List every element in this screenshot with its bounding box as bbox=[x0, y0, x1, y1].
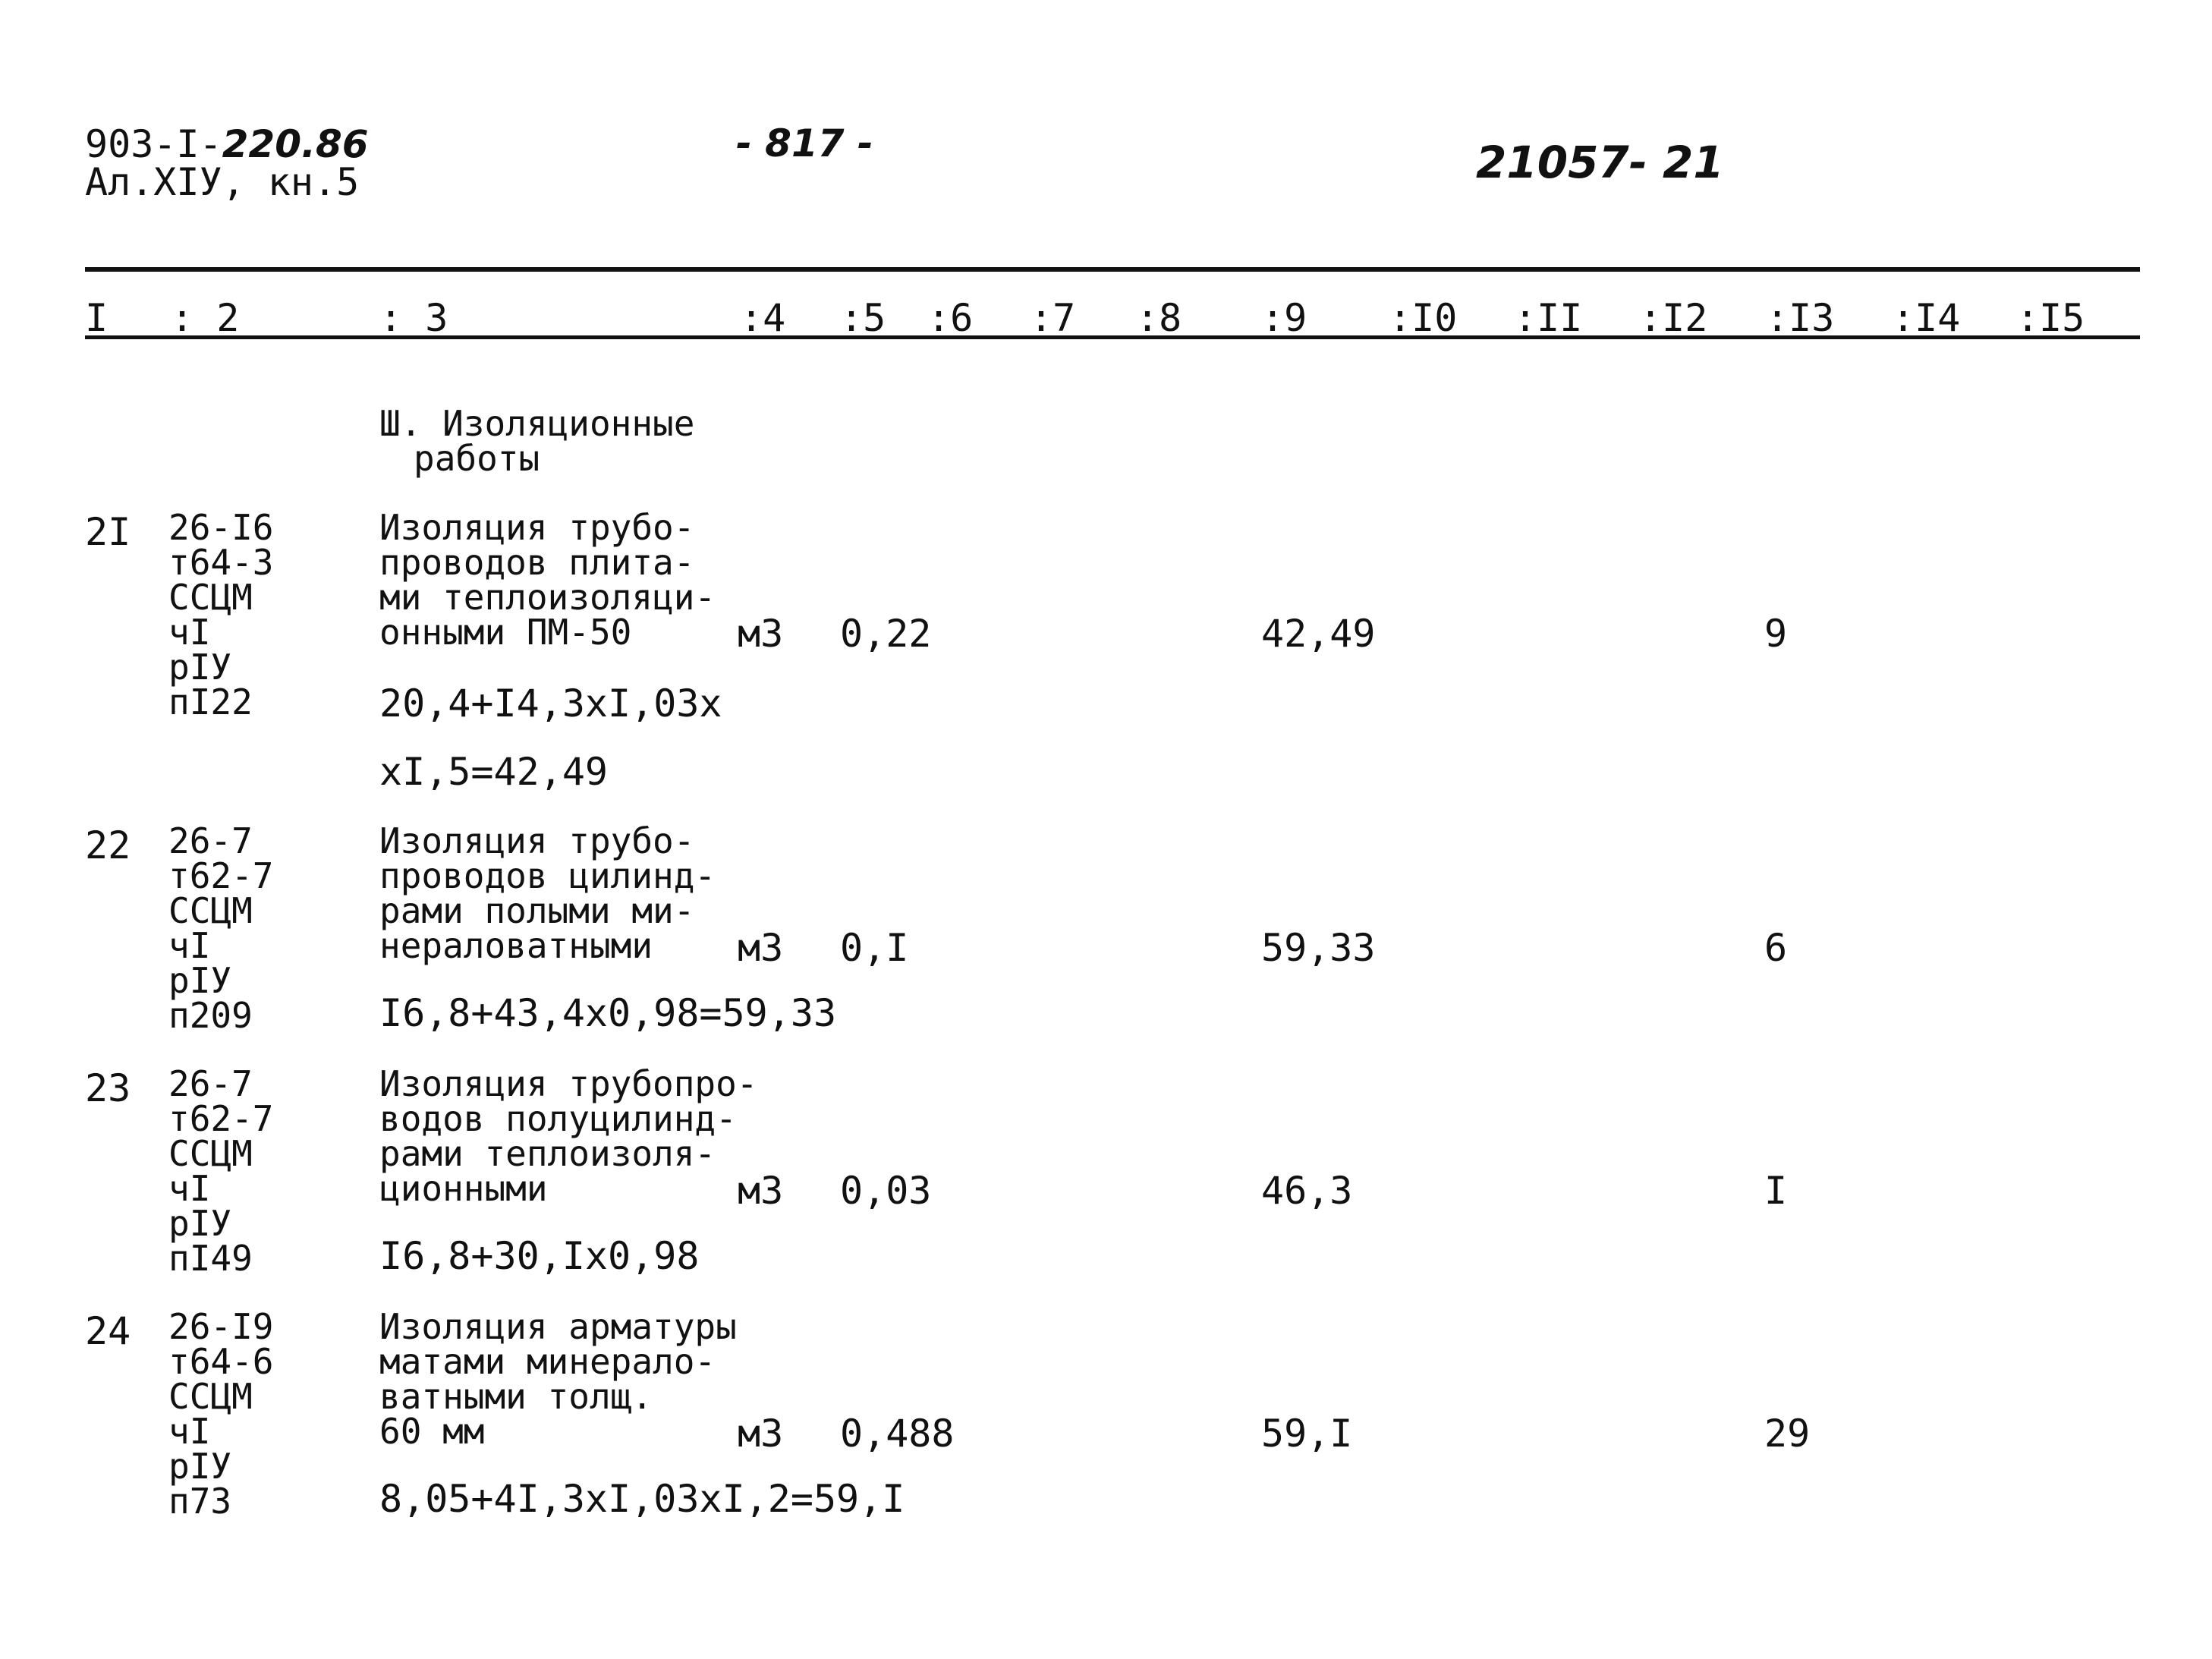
calculation-line: I6,8+30,Ix0,98 bbox=[379, 1234, 700, 1278]
norm-code-line: чI bbox=[168, 925, 211, 966]
quantity: 0,22 bbox=[840, 612, 932, 656]
norm-code-line: т64-3 bbox=[168, 542, 274, 583]
norm-code-line: ССЦМ bbox=[168, 1133, 253, 1174]
column-13-value: 6 bbox=[1764, 926, 1788, 970]
page-number: - 817 - bbox=[736, 121, 873, 165]
calculation-line: 8,05+4I,3xI,03xI,2=59,I bbox=[379, 1477, 905, 1521]
document-code-prefix: 903-I- bbox=[85, 122, 222, 166]
work-description-line: Изоляция трубопро- bbox=[379, 1063, 758, 1104]
work-description-line: нераловатными bbox=[379, 925, 653, 966]
column-header-2: : 2 bbox=[171, 296, 240, 340]
work-description-line: ционными bbox=[379, 1168, 548, 1209]
row-number: 24 bbox=[85, 1309, 131, 1353]
norm-code-line: чI bbox=[168, 1411, 211, 1452]
work-description-line: рами теплоизоля- bbox=[379, 1133, 716, 1174]
column-header-6: :6 bbox=[927, 296, 974, 340]
column-header-3: : 3 bbox=[379, 296, 448, 340]
column-header-11: :II bbox=[1514, 296, 1583, 340]
column-13-value: I bbox=[1764, 1169, 1788, 1213]
work-description bbox=[379, 820, 716, 966]
unit: м3 bbox=[738, 612, 784, 656]
norm-code-line: п209 bbox=[168, 995, 253, 1036]
norm-code-line: ССЦМ bbox=[168, 577, 253, 618]
document-code-handwritten: 220.86 bbox=[222, 122, 369, 166]
column-header-4: :4 bbox=[740, 296, 786, 340]
column-header-13: :I3 bbox=[1766, 296, 1835, 340]
work-description-line: Изоляция трубо- bbox=[379, 820, 695, 861]
document-code bbox=[85, 122, 369, 166]
unit-price: 59,33 bbox=[1261, 926, 1376, 970]
norm-code-line: чI bbox=[168, 1168, 211, 1209]
work-description-line: проводов плита- bbox=[379, 542, 695, 583]
row-number: 23 bbox=[85, 1066, 131, 1110]
column-header-9: :9 bbox=[1261, 296, 1307, 340]
norm-code-line: п73 bbox=[168, 1481, 232, 1522]
work-description-line: рами полыми ми- bbox=[379, 890, 695, 931]
row-number: 2I bbox=[85, 510, 131, 554]
unit-price: 42,49 bbox=[1261, 612, 1376, 656]
quantity: 0,I bbox=[840, 926, 909, 970]
norm-code-line: ССЦМ bbox=[168, 1376, 253, 1417]
calculation-line: I6,8+43,4x0,98=59,33 bbox=[379, 991, 837, 1035]
work-description-line: ватными толщ. bbox=[379, 1376, 653, 1417]
column-header-1: I bbox=[85, 296, 109, 340]
work-description-line: Изоляция арматуры bbox=[379, 1306, 737, 1347]
norm-code-line: рIУ bbox=[168, 1203, 232, 1244]
norm-code-line: рIУ bbox=[168, 647, 232, 688]
work-description bbox=[379, 507, 716, 653]
unit: м3 bbox=[738, 1412, 784, 1456]
norm-code-line: чI bbox=[168, 612, 211, 653]
norm-code-line: 26-7 bbox=[168, 820, 253, 861]
album-reference: Ал.XIУ, кн.5 bbox=[85, 160, 360, 204]
work-description-line: ми теплоизоляци- bbox=[379, 577, 716, 618]
calculation-line: 20,4+I4,3xI,03x bbox=[379, 682, 722, 726]
unit: м3 bbox=[738, 926, 784, 970]
section-title-line: работы bbox=[414, 438, 540, 479]
work-description-line: онными ПМ-50 bbox=[379, 612, 632, 653]
column-header-15: :I5 bbox=[2016, 296, 2085, 340]
section-title bbox=[379, 403, 695, 479]
section-title-line: Ш. Изоляционные bbox=[379, 403, 695, 444]
norm-code bbox=[168, 820, 274, 1036]
unit-price: 59,I bbox=[1261, 1412, 1353, 1456]
norm-code-line: пI49 bbox=[168, 1238, 253, 1279]
norm-code-line: т62-7 bbox=[168, 1098, 274, 1139]
column-13-value: 29 bbox=[1764, 1412, 1811, 1456]
norm-code-line: рIУ bbox=[168, 1446, 232, 1487]
column-header-8: :8 bbox=[1136, 296, 1182, 340]
column-header-10: :I0 bbox=[1389, 296, 1458, 340]
quantity: 0,488 bbox=[840, 1412, 955, 1456]
unit-price: 46,3 bbox=[1261, 1169, 1353, 1213]
work-description-line: проводов цилинд- bbox=[379, 855, 716, 896]
column-header-14: :I4 bbox=[1892, 296, 1961, 340]
norm-code-line: т62-7 bbox=[168, 855, 274, 896]
work-description-line: 60 мм bbox=[379, 1411, 485, 1452]
norm-code bbox=[168, 1063, 274, 1279]
norm-code-line: 26-I6 bbox=[168, 507, 274, 548]
norm-code bbox=[168, 1306, 274, 1522]
norm-code-line: ССЦМ bbox=[168, 890, 253, 931]
header-top-rule bbox=[85, 267, 2140, 272]
column-header-7: :7 bbox=[1030, 296, 1076, 340]
norm-code-line: пI22 bbox=[168, 682, 253, 722]
norm-code-line: т64-6 bbox=[168, 1341, 274, 1382]
quantity: 0,03 bbox=[840, 1169, 932, 1213]
row-number: 22 bbox=[85, 823, 131, 867]
column-header-5: :5 bbox=[840, 296, 886, 340]
work-description bbox=[379, 1306, 737, 1452]
unit: м3 bbox=[738, 1169, 784, 1213]
work-description-line: Изоляция трубо- bbox=[379, 507, 695, 548]
work-description-line: матами минерало- bbox=[379, 1341, 716, 1382]
column-13-value: 9 bbox=[1764, 612, 1788, 656]
norm-code bbox=[168, 507, 274, 722]
stamp-number: 21057- 21 bbox=[1476, 137, 1724, 188]
calculation-line: xI,5=42,49 bbox=[379, 750, 609, 794]
work-description-line: водов полуцилинд- bbox=[379, 1098, 737, 1139]
column-header-12: :I2 bbox=[1639, 296, 1708, 340]
norm-code-line: 26-7 bbox=[168, 1063, 253, 1104]
norm-code-line: рIУ bbox=[168, 960, 232, 1001]
norm-code-line: 26-I9 bbox=[168, 1306, 274, 1347]
work-description bbox=[379, 1063, 758, 1209]
